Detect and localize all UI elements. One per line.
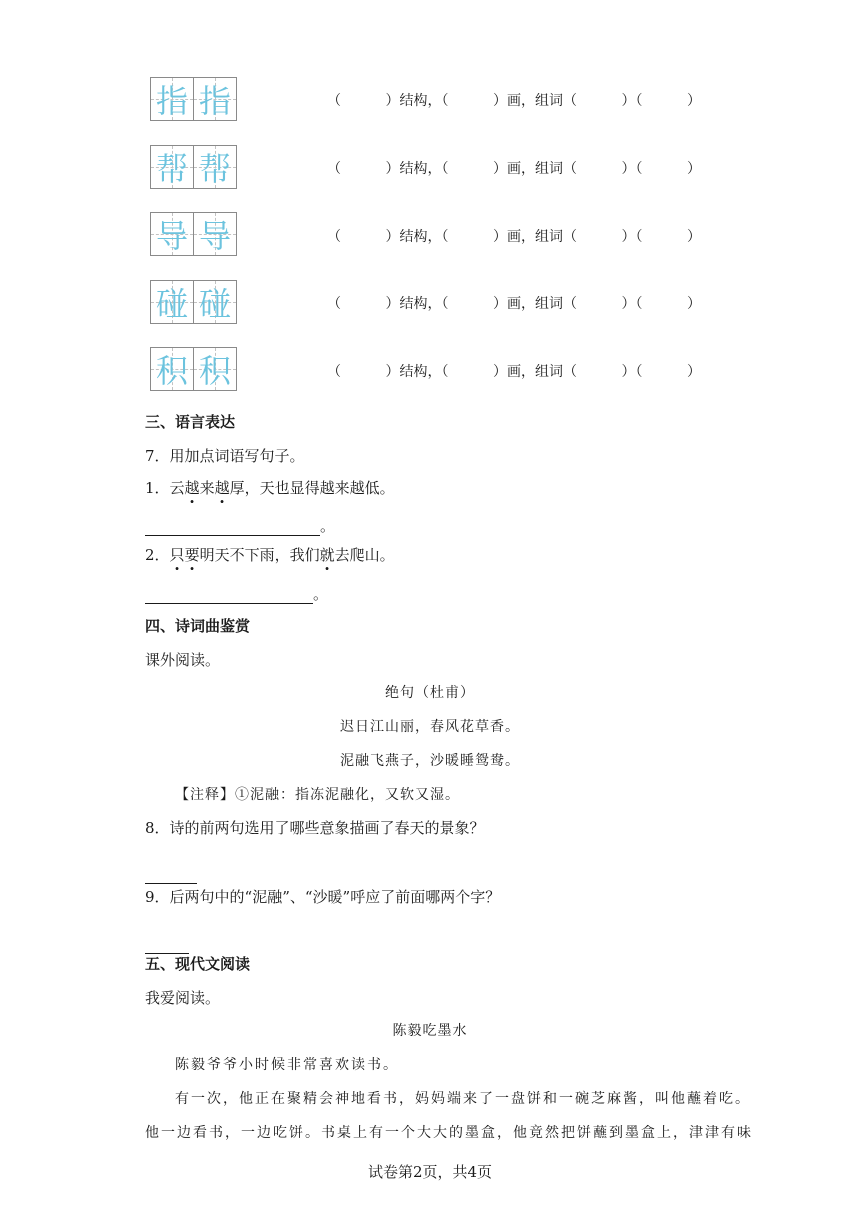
char-grid-2 — [150, 145, 238, 189]
grid-cell: 指 — [194, 77, 237, 121]
answer-line-1[interactable]: 。 — [145, 515, 335, 536]
reading-intro: 课外阅读。 — [145, 651, 221, 669]
page-footer: 试卷第2页，共4页 — [367, 1163, 493, 1181]
grid-cell: 碰 — [194, 280, 237, 324]
char-question-line: （ ）结构，（ ）画，组词（ ）（ ） — [327, 229, 702, 245]
char-grid-4 — [150, 280, 238, 324]
char-question-line: （ ）结构，（ ）画，组词（ ）（ ） — [327, 161, 702, 177]
char-question-line: （ ）结构，（ ）画，组词（ ）（ ） — [327, 296, 702, 312]
article-title: 陈毅吃墨水 — [392, 1023, 468, 1039]
poem-note: 【注释】①泥融：指冻泥融化，又软又湿。 — [175, 787, 460, 803]
grid-cell: 指 — [150, 77, 194, 121]
sentence-1: 1．云越来越厚，天也显得越来越低。 — [145, 479, 395, 497]
article-paragraph-2a: 有一次，他正在聚精会神地看书，妈妈端来了一盘饼和一碗芝麻酱，叫他蘸着吃。 — [175, 1091, 751, 1107]
grid-cell: 导 — [150, 212, 194, 256]
article-paragraph-1: 陈毅爷爷小时候非常喜欢读书。 — [175, 1057, 399, 1073]
section-heading-4: 四、诗词曲鉴赏 — [145, 617, 251, 635]
question-9: 9．后两句中的“泥融”、“沙暖”呼应了前面哪两个字？ — [145, 888, 501, 906]
grid-cell: 导 — [194, 212, 237, 256]
section-heading-5: 五、现代文阅读 — [145, 955, 251, 973]
poem-line-2: 泥融飞燕子，沙暖睡鸳鸯。 — [340, 753, 520, 769]
char-question-line: （ ）结构，（ ）画，组词（ ）（ ） — [327, 93, 702, 109]
grid-cell: 帮 — [194, 145, 237, 189]
reading-intro-2: 我爱阅读。 — [145, 989, 221, 1007]
poem-line-1: 迟日江山丽，春风花草香。 — [340, 719, 520, 735]
answer-line-2[interactable]: 。 — [145, 583, 328, 604]
question-8: 8．诗的前两句选用了哪些意象描画了春天的景象？ — [145, 819, 485, 837]
char-grid-5 — [150, 347, 238, 391]
char-grid-3 — [150, 212, 238, 256]
sentence-2: 2．只要明天不下雨，我们就去爬山。 — [145, 546, 395, 564]
question-7: 7．用加点词语写句子。 — [145, 447, 305, 465]
char-question-line: （ ）结构，（ ）画，组词（ ）（ ） — [327, 364, 702, 380]
poem-title: 绝句（杜甫） — [385, 685, 475, 701]
answer-line-8[interactable] — [145, 865, 197, 884]
grid-cell: 碰 — [150, 280, 194, 324]
section-heading-3: 三、语言表达 — [145, 413, 236, 431]
char-grid-1 — [150, 77, 238, 121]
answer-line-9[interactable] — [145, 935, 189, 954]
grid-cell: 积 — [194, 347, 237, 391]
grid-cell: 帮 — [150, 145, 194, 189]
grid-cell: 积 — [150, 347, 194, 391]
article-paragraph-2b: 他一边看书，一边吃饼。书桌上有一个大大的墨盒，他竟然把饼蘸到墨盒上，津津有味 — [145, 1125, 753, 1141]
